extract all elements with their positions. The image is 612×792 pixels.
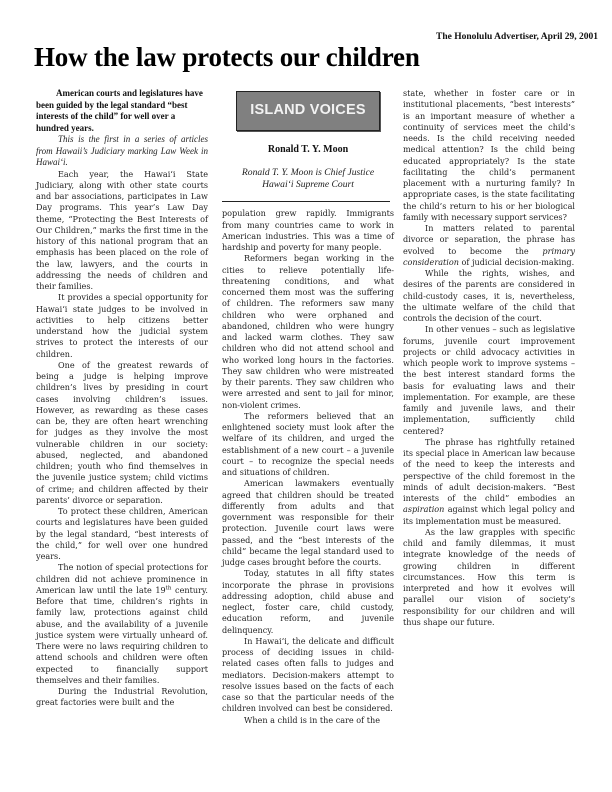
text-run: against which legal policy and its implementation must be measured. [403, 504, 575, 526]
emphasis: aspiration [403, 504, 445, 515]
paragraph: During the Industrial Revolution, great factories were built and the [36, 686, 208, 708]
series-note: This is the first in a series of articles from Hawaii’s Judiciary marking Law Week in Hawai‘i. [36, 134, 208, 168]
lede-text: American courts and legislatures have been guided by the legal standard “best interests of the child” for well over a hundred years. [36, 88, 203, 133]
paragraph: Today, statutes in all fifty states incorporate the phrase in provisions addressing adoption, child abuse and neglect, foster care, child custody, education reform, and juvenile delinquency. [222, 568, 394, 635]
paragraph: In other venues – such as legislative forums, juvenile court improvement projects or child advocacy activities in which people work to improve systems – the best interest standard forms the basis for evaluating laws and their implementation. For example, are these family and juvenile laws, and their implementation, sufficiently child centered? [403, 324, 575, 436]
divider [222, 201, 390, 202]
text-run: of judicial decision-making. [458, 256, 575, 267]
paragraph: population grew rapidly. Immigrants from many countries came to work in American industries. This was a time of hardship and poverty for many people. [222, 208, 394, 252]
paragraph: The reformers believed that an enlightened society must look after the welfare of its children, and urged the establishment of a new court – a juvenile court – to recognize the special needs and situations of children. [222, 410, 394, 477]
paragraph [36, 562, 208, 686]
byline-author: Ronald T. Y. Moon [267, 144, 349, 155]
article-column-3 [403, 88, 575, 628]
paragraph: One of the greatest rewards of being a judge is helping improve children’s lives by presiding in court cases involving children’s issues. However, as rewarding as these cases can be, they are often heart wrenching for judges as they involve the most vulnerable children in our society: abused, neglected, and abandoned children; youth who find themselves in the juvenile justice system; child victims of crime; and children affected by their parents’ divorce or separation. [36, 359, 208, 505]
paragraph [403, 223, 575, 268]
column-label-badge: ISLAND VOICES [236, 91, 380, 131]
page-title: How the law protects our children [34, 42, 420, 72]
paragraph: American lawmakers eventually agreed that children should be treated differently from adults and that government was responsible for their protection. Juvenile court laws were passed, and the “best interests of the child” became the legal standard used to judge cases brought before the courts. [222, 478, 394, 567]
bio-line: Hawai‘i Supreme Court [262, 179, 354, 191]
article-column-2 [222, 88, 394, 726]
text-run: The notion of special protections for children did not achieve prominence in American law until the late 19 [36, 562, 208, 595]
emphasis: primary consideration [403, 245, 575, 267]
publication-source: The Honolulu Advertiser, April 29, 2001 [436, 32, 598, 42]
byline-bio [222, 167, 394, 191]
superscript: th [165, 585, 172, 592]
text-run: In matters related to parental divorce or separation, the phrase has evolved to become the [403, 223, 575, 256]
paragraph: In Hawai‘i, the delicate and difficult process of deciding issues in child-related cases often falls to judges and mediators. Decision-makers attempt to resolve issues based on the facts of each case so that the particular needs of the children involved can best be considered. [222, 635, 394, 714]
article-column-1 [36, 88, 208, 709]
paragraph: It provides a special opportunity for Hawai‘i state judges to be involved in activities to help citizens better understand how the judicial system strives to protect the interests of our children. [36, 292, 208, 359]
paragraph: While the rights, wishes, and desires of the parents are considered in child-custody cases, it is, nevertheless, the ultimate welfare of the child that controls the decision of the court. [403, 268, 575, 323]
paragraph [403, 437, 575, 527]
bio-line: Ronald T. Y. Moon is Chief Justice [241, 167, 375, 179]
text-run: century. Before that time, children’s rights in family law, protections against child abuse, and the availability of a juvenile justice system were virtually unheard of. There were no laws requiring children to attend schools and children were often expected to financially support themselves and their families. [36, 584, 208, 685]
paragraph: As the law grapples with specific child and family dilemmas, it must integrate knowledge of the needs of growing children in different circumstances. How this term is interpreted and how it evolves will parallel our vision of society’s responsibility for our children and will thus shape our future. [403, 526, 575, 627]
paragraph: Each year, the Hawai‘i State Judiciary, along with other state courts and bar associations, participates in Law Day programs. This year’s Law Day theme, “Protecting the Best Interests of Our Children,” marks the first time in the history of this national program that an emphasis has been placed on the role of the law, lawyers, and the courts in addressing the needs of children and their families. [36, 168, 208, 292]
paragraph: state, whether in foster care or in institutional placements, “best interests” is an important measure of whether a continuity of services meet the child’s needs. Is the child receiving needed medical attention? Is the child being educated appropriately? Is the state facilitating the child’s permanent placement with a nurturing family? In appropriate cases, is the state facilitating the child’s return to his or her biological family with necessary support services? [403, 88, 575, 222]
lede [36, 88, 208, 134]
text-run: The phrase has rightfully retained its special place in American law because of the need to keep the interests and perspective of the child foremost in the minds of adult decision-makers. “Best interests of the child” embodies an [403, 436, 575, 503]
paragraph: Reformers began working in the cities to relieve potentially life-threatening conditions, and what concerned them most was the suffering of children. The reformers saw many children who were orphaned and abandoned, children who were hungry and lacked warm clothes. They saw children who did not attend school and who worked long hours in the factories. They saw children who were mistreated by their parents. They saw children who were arrested and sent to jail for minor, non-violent crimes. [222, 253, 394, 410]
paragraph: When a child is in the care of the [244, 714, 380, 725]
paragraph: To protect these children, American courts and legislatures have been guided by the legal standard, “best interests of the child,” for well over one hundred years. [36, 506, 208, 562]
